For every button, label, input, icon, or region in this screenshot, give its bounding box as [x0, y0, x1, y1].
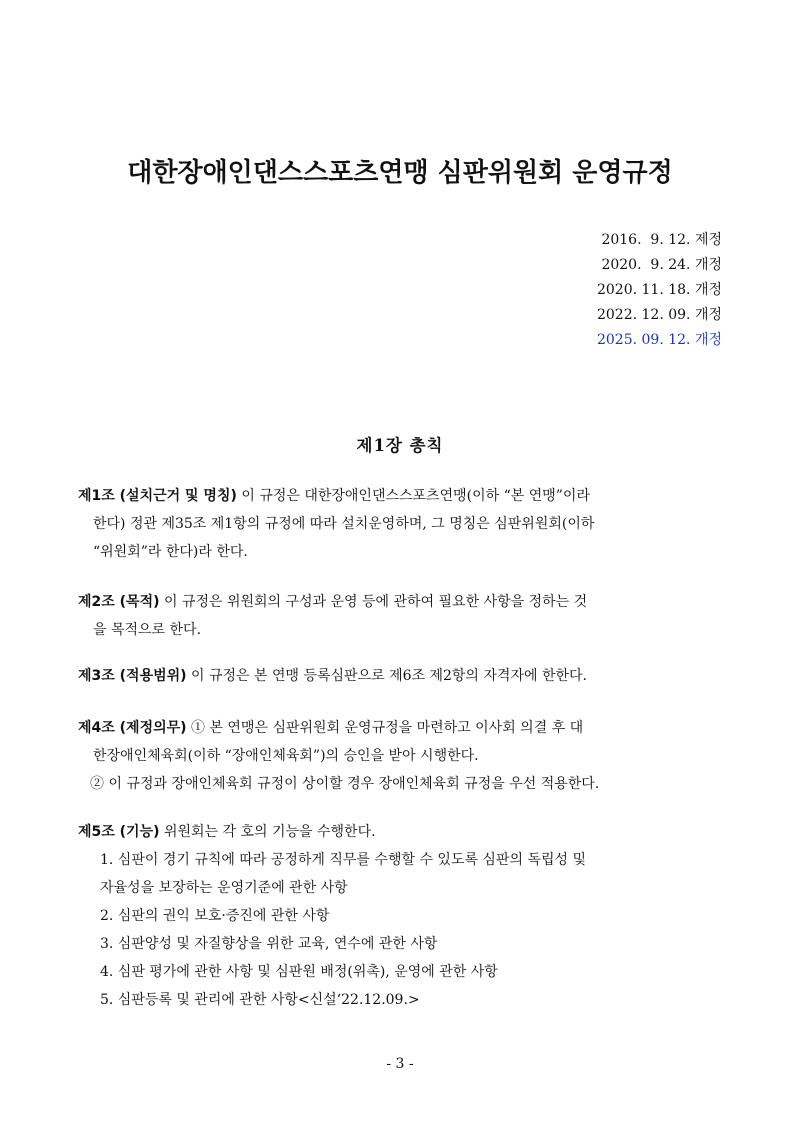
article-line: [78, 588, 724, 616]
article-1: [78, 482, 724, 566]
article-line: 한장애인체육회(이하 “장애인체육회”)의 승인을 받아 시행한다.: [93, 748, 479, 764]
article-4: [78, 714, 724, 798]
article-heading: 제2조 (목적): [78, 594, 160, 610]
revision-entry: 2020. 9. 24. 개정: [601, 257, 722, 273]
article-text: 위원회는 각 호의 기능을 수행한다.: [159, 824, 376, 840]
article-line: “위원회”라 한다)라 한다.: [93, 544, 248, 560]
page-number: - 3 -: [386, 1056, 414, 1072]
article-text: 이 규정은 위원회의 구성과 운영 등에 관하여 필요한 사항을 정하는 것: [159, 594, 588, 610]
article-line: 을 목적으로 한다.: [93, 622, 202, 638]
article-line: 한다) 정관 제35조 제1항의 규정에 따라 설치운영하며, 그 명칭은 심판위원회(이하: [93, 516, 595, 532]
revision-entry: 2016. 9. 12. 제정: [601, 232, 722, 248]
article-heading: 제5조 (기능): [78, 824, 160, 840]
list-item: 5. 심판등록 및 관리에 관한 사항<신설‘22.12.09.>: [100, 992, 420, 1008]
revision-entry-latest: 2025. 09. 12. 개정: [596, 332, 722, 348]
article-text: ① 본 연맹은 심판위원회 운영규정을 마련하고 이사회 의결 후 대: [186, 720, 584, 736]
revision-history: [597, 228, 722, 353]
article-5: [78, 818, 724, 1014]
revision-entry: 2022. 12. 09. 개정: [596, 307, 722, 323]
article-clause: ② 이 규정과 장애인체육회 규정이 상이할 경우 장애인체육회 규정을 우선 적용한다.: [90, 776, 600, 792]
article-2: [78, 588, 724, 644]
list-item: 4. 심판 평가에 관한 사항 및 심판원 배정(위촉), 운영에 관한 사항: [100, 964, 498, 980]
article-line: [78, 662, 724, 690]
article-line: [78, 818, 724, 846]
article-3: [78, 662, 724, 690]
article-heading: 제4조 (제정의무): [78, 720, 187, 736]
list-item: 1. 심판이 경기 규칙에 따라 공정하게 직무를 수행할 수 있도록 심판의 독립성 및: [100, 852, 587, 868]
article-heading: 제3조 (적용범위): [78, 668, 187, 684]
article-line: [78, 482, 724, 510]
list-item: 3. 심판양성 및 자질향상을 위한 교육, 연수에 관한 사항: [100, 936, 438, 952]
list-item-continuation: 자율성을 보장하는 운영기준에 관한 사항: [100, 880, 348, 896]
article-heading: 제1조 (설치근거 및 명칭): [78, 488, 237, 504]
article-text: 이 규정은 대한장애인댄스스포츠연맹(이하 “본 연맹”이라: [236, 488, 590, 504]
chapter-heading: 제1장 총칙: [356, 436, 444, 455]
document-title: 대한장애인댄스스포츠연맹 심판위원회 운영규정: [127, 158, 673, 188]
revision-entry: 2020. 11. 18. 개정: [596, 282, 722, 298]
article-line: [78, 714, 724, 742]
article-text: 이 규정은 본 연맹 등록심판으로 제6조 제2항의 자격자에 한한다.: [186, 668, 587, 684]
list-item: 2. 심판의 권익 보호·증진에 관한 사항: [100, 908, 330, 924]
